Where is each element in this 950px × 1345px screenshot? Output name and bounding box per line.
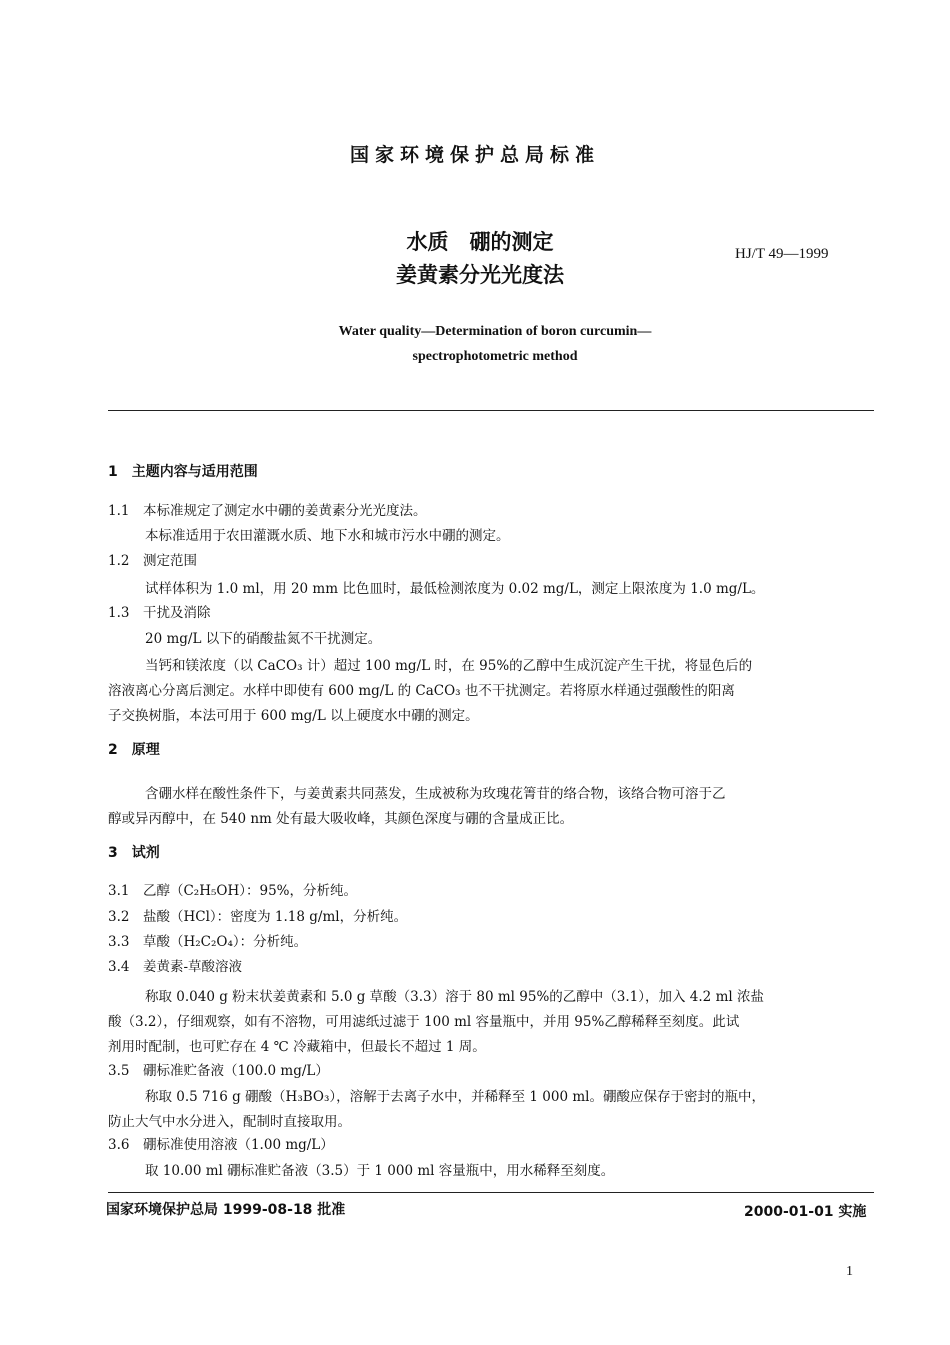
subsection-heading: 1.2 测定范围 — [108, 553, 197, 569]
title-line-2: 姜黄素分光光度法 — [396, 263, 564, 287]
section-heading: 3 试剂 — [108, 845, 160, 861]
paragraph-line: 当钙和镁浓度（以 CaCO₃ 计）超过 100 mg/L 时，在 95%的乙醇中生成沉淀产生干扰，将显色后的 — [145, 658, 753, 674]
paragraph-line: 称取 0.5 716 g 硼酸（H₃BO₃），溶解于去离子水中，并稀释至 1 000 ml。硼酸应保存于密封的瓶中， — [145, 1089, 765, 1105]
paragraph-line: 子交换树脂，本法可用于 600 mg/L 以上硬度水中硼的测定。 — [108, 708, 479, 724]
subsection-heading: 3.2 盐酸（HCl）：密度为 1.18 g/ml，分析纯。 — [108, 909, 408, 925]
english-title-line-2: spectrophotometric method — [412, 349, 578, 364]
paragraph-line: 含硼水样在酸性条件下，与姜黄素共同蒸发，生成被称为玫瑰花箐苷的络合物，该络合物可溶于乙 — [145, 786, 726, 802]
paragraph-line: 防止大气中水分进入，配制时直接取用。 — [108, 1114, 351, 1130]
paragraph-line: 剂用时配制，也可贮存在 4 ℃ 冷藏箱中，但最长不超过 1 周。 — [108, 1039, 486, 1055]
paragraph-line: 醇或异丙醇中，在 540 nm 处有最大吸收峰，其颜色深度与硼的含量成正比。 — [108, 811, 574, 827]
section-heading: 1 主题内容与适用范围 — [108, 464, 258, 480]
subsection-heading: 3.6 硼标准使用溶液（1.00 mg/L） — [108, 1137, 334, 1153]
subsection-heading: 3.4 姜黄素-草酸溶液 — [108, 959, 243, 975]
section-heading: 2 原理 — [108, 742, 160, 758]
approval-note: 国家环境保护总局 1999-08-18 批准 — [106, 1202, 346, 1218]
title-line-1: 水质 硼的测定 — [406, 230, 554, 254]
subsection-heading: 3.3 草酸（H₂C₂O₄）：分析纯。 — [108, 934, 308, 950]
paragraph-line: 20 mg/L 以下的硝酸盐氮不干扰测定。 — [145, 631, 382, 647]
english-title-line-1: Water quality—Determination of boron curcumin— — [338, 324, 652, 339]
agency-standard-header: 国家环境保护总局标准 — [349, 144, 600, 166]
paragraph-line: 酸（3.2），仔细观察，如有不溶物，可用滤纸过滤于 100 ml 容量瓶中，并用 95%乙醇稀释至刻度。此试 — [108, 1014, 740, 1030]
paragraph-line: 溶液离心分离后测定。水样中即使有 600 mg/L 的 CaCO₃ 也不干扰测定。若将原水样通过强酸性的阳离 — [108, 683, 735, 699]
paragraph-line: 称取 0.040 g 粉末状姜黄素和 5.0 g 草酸（3.3）溶于 80 ml 95%的乙醇中（3.1），加入 4.2 ml 浓盐 — [145, 989, 764, 1005]
header-divider — [108, 410, 874, 411]
subsection-heading: 1.3 干扰及消除 — [108, 605, 211, 621]
paragraph-line: 本标准适用于农田灌溉水质、地下水和城市污水中硼的测定。 — [145, 528, 510, 544]
paragraph-line: 试样体积为 1.0 ml，用 20 mm 比色皿时，最低检测浓度为 0.02 mg/L，测定上限浓度为 1.0 mg/L。 — [145, 581, 765, 597]
footer-divider — [108, 1192, 874, 1193]
subsection-heading: 3.5 硼标准贮备液（100.0 mg/L） — [108, 1063, 329, 1079]
paragraph-line: 取 10.00 ml 硼标准贮备液（3.5）于 1 000 ml 容量瓶中，用水稀释至刻度。 — [145, 1163, 615, 1179]
standard-number: HJ/T 49—1999 — [735, 246, 829, 262]
page-number: 1 — [846, 1264, 853, 1279]
subsection-heading: 1.1 本标准规定了测定水中硼的姜黄素分光光度法。 — [108, 503, 427, 519]
implementation-note: 2000-01-01 实施 — [744, 1204, 867, 1220]
subsection-heading: 3.1 乙醇（C₂H₅OH）：95%，分析纯。 — [108, 883, 357, 899]
